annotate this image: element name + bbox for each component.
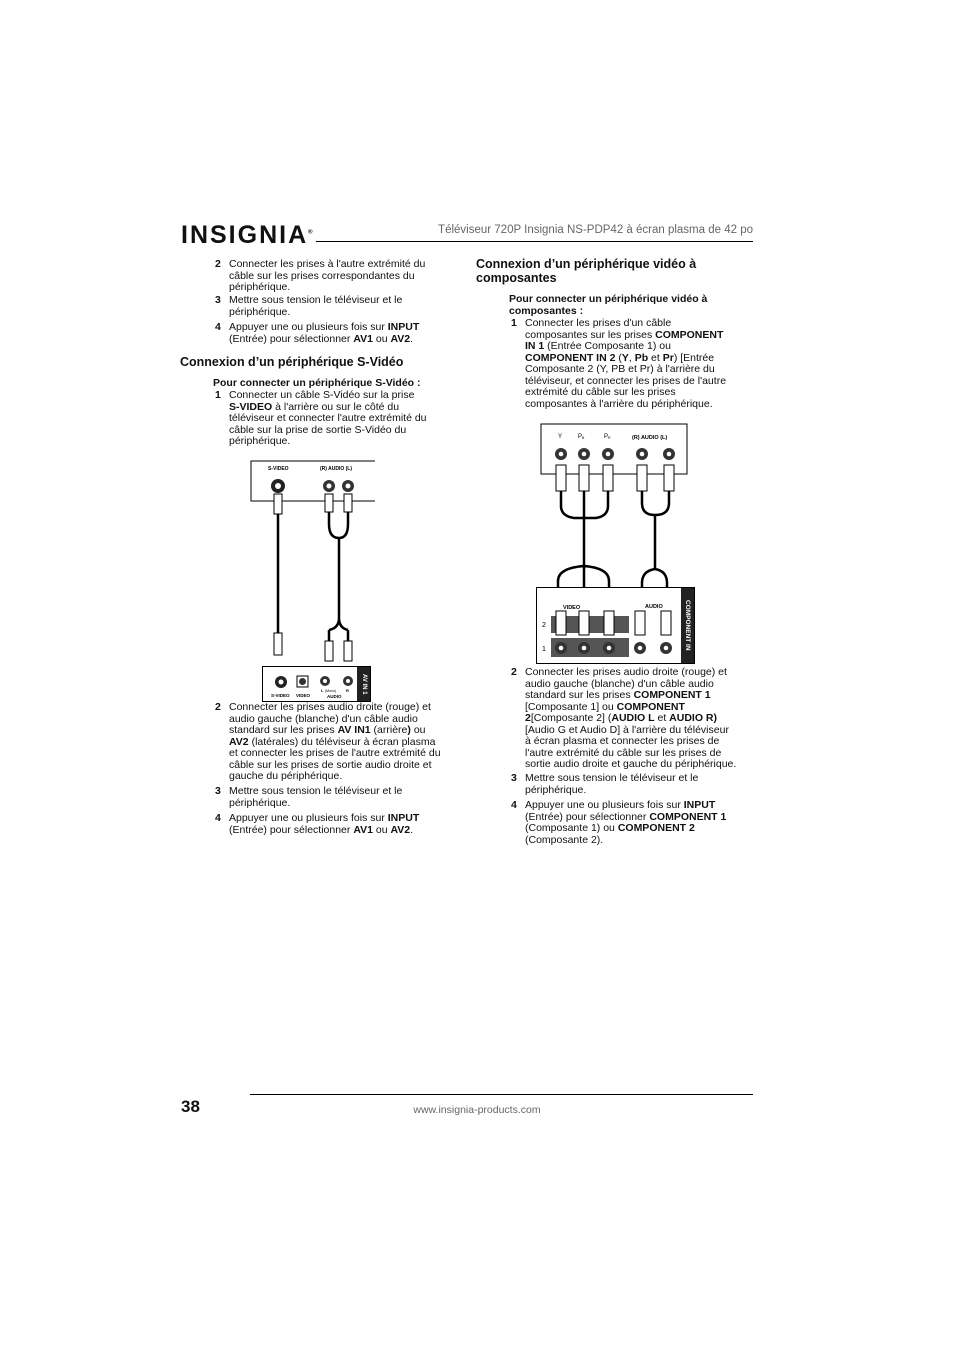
step-text: Mettre sous tension le téléviseur et le périphérique. bbox=[525, 772, 699, 796]
row-1-label: 1 bbox=[542, 646, 546, 653]
top-pb-label: P bbox=[578, 434, 583, 440]
page-number: 38 bbox=[181, 1097, 200, 1116]
step-text: Mettre sous tension le téléviseur et le périphérique. bbox=[229, 785, 403, 809]
step-text: Connecter un câble S-Vidéo sur la prise S-VIDEO à l'arrière ou sur le côté du téléviseur et connecter l'autre extrémité du câble sur la prise de sortie S-Vidéo du périphérique. bbox=[229, 389, 427, 447]
component-in-side-label: COMPONENT IN bbox=[684, 600, 691, 651]
tv-component-panel bbox=[536, 587, 695, 664]
top-pb-sub: B bbox=[582, 436, 585, 440]
tv-audio-label: AUDIO bbox=[327, 694, 342, 699]
tv-svideo-label: S-VIDEO bbox=[271, 693, 290, 698]
tv-av-panel bbox=[262, 666, 371, 702]
step-text: Connecter les prises à l'autre extrémité du câble sur les prises correspondantes du périphérique. bbox=[229, 258, 426, 293]
step-text: Connecter les prises audio droite (rouge) et audio gauche (blanche) d'un câble audio standard sur les prises AV IN1 (arrière) ou AV2 (latérales) du téléviseur à écran plasma et connecter les prises de l'autre extrémité du câble sur les prises de sortie audio droite et gauche du périphérique. bbox=[229, 701, 441, 782]
step-text: Appuyer une ou plusieurs fois sur INPUT (Entrée) pour sélectionner AV1 ou AV2. bbox=[229, 812, 420, 836]
header-rule bbox=[316, 241, 753, 242]
top-svideo-label: S-VIDEO bbox=[268, 466, 289, 472]
subheading-svideo: Pour connecter un périphérique S-Vidéo : bbox=[213, 377, 421, 389]
subheading-component: Pour connecter un périphérique vidéo à composantes : bbox=[509, 293, 708, 317]
top-pr-label: P bbox=[604, 434, 609, 440]
tv-audio-label: AUDIO bbox=[645, 604, 663, 610]
row-2-label: 2 bbox=[542, 622, 546, 629]
top-pr-sub: R bbox=[608, 436, 611, 440]
brand-logo: INSIGNIA® bbox=[181, 221, 313, 249]
tv-audio-l-label: L bbox=[321, 688, 324, 693]
top-audio-label: (R) AUDIO (L) bbox=[632, 435, 668, 441]
av-in-1-side-label: AV IN 1 bbox=[361, 673, 367, 695]
footer-rule bbox=[250, 1094, 753, 1095]
section-heading-component: Connexion d’un périphérique vidéo à composantes bbox=[476, 257, 697, 285]
tv-video-label: VIDEO bbox=[296, 693, 311, 698]
top-audio-label: (R) AUDIO (L) bbox=[320, 466, 353, 472]
step-text: Connecter les prises audio droite (rouge) et audio gauche (blanche) d'un câble audio standard sur les prises COMPONENT 1 [Composante 1] ou COMPONENT 2[Composante 2] (AUDIO L et AUDIO R) [Audio G et Audio D] à l'arrière du téléviseur à écran plasma et connecter les prises de l'autre extrémité du câble sur les prises de sortie audio droite et gauche du périphérique. bbox=[525, 666, 737, 770]
step-text: Appuyer une ou plusieurs fois sur INPUT (Entrée) pour sélectionner COMPONENT 1 (Composante 1) ou COMPONENT 2 (Composante 2). bbox=[525, 799, 727, 846]
footer-url: www.insignia-products.com bbox=[413, 1104, 541, 1116]
header-title: Téléviseur 720P Insignia NS-PDP42 à écran plasma de 42 po bbox=[438, 224, 753, 236]
step-text: Connecter les prises d'un câble composantes sur les prises COMPONENT IN 1 (Entrée Composante 1) ou COMPONENT IN 2 (Y, Pb et Pr) [Entrée Composante 2 (Y, PB et Pr) à l'arrière du téléviseur, et connecter les prises de l'autre extrémité du câble sur les prises composantes à l'arrière du périphérique. bbox=[525, 317, 727, 410]
tv-video-label: VIDEO bbox=[563, 605, 581, 611]
section-heading-svideo: Connexion d’un périphérique S-Vidéo bbox=[180, 355, 404, 369]
step-text: Appuyer une ou plusieurs fois sur INPUT (Entrée) pour sélectionner AV1 ou AV2. bbox=[229, 321, 420, 345]
tv-video-jack-icon bbox=[299, 678, 306, 685]
tv-audio-mono-label: (Mono) bbox=[325, 689, 337, 693]
top-y-label: Y bbox=[558, 434, 563, 440]
tv-audio-r-label: R bbox=[346, 688, 349, 693]
